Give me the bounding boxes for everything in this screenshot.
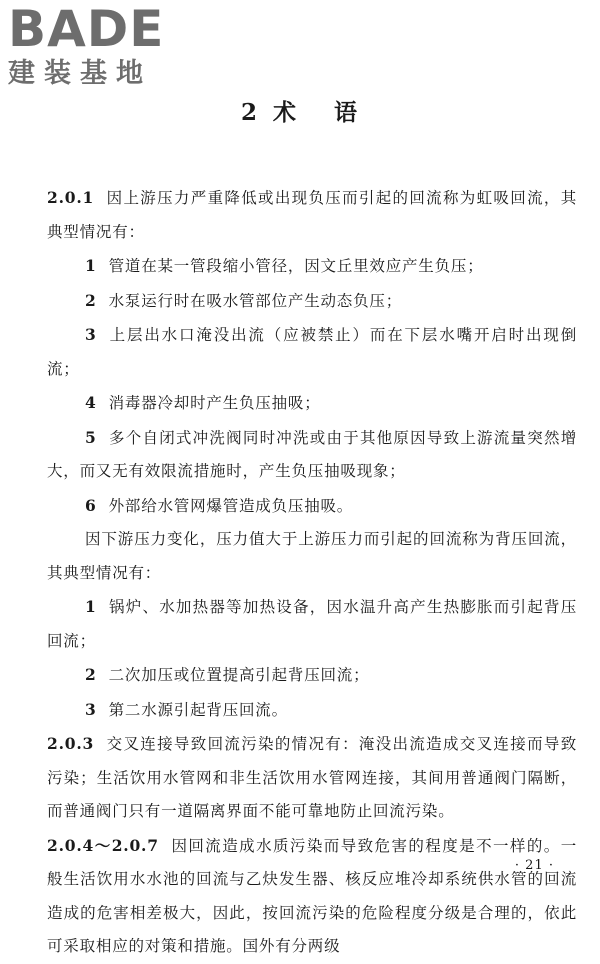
list-item: 3 上层出水口淹没出流（应被禁止）而在下层水嘴开启时出现倒流； — [47, 325, 577, 378]
list-item: 6 外部给水管网爆管造成负压抽吸。 — [85, 495, 354, 515]
section-text: 交叉连接导致回流污染的情况有：淹没出流造成交叉连接而导致污染；生活饮用水管网和非生活饮用水管网连接，其间用普通阀门隔断，而普通阀门只有一道隔离界面不能可靠地防止回流污染。 — [47, 735, 577, 820]
logo-text-en: BADE — [8, 0, 165, 58]
chapter-number: 2 — [240, 99, 259, 126]
section-number: 2.0.3 — [47, 734, 95, 753]
list-item: 2 水泵运行时在吸水管部位产生动态负压； — [85, 290, 402, 310]
chapter-title-word2: 语 — [334, 99, 359, 126]
section-2-0-1-intro — [47, 181, 577, 249]
list-item: 2 二次加压或位置提高引起背压回流； — [85, 665, 370, 684]
section-text: 因回流造成水质污染而导致危害的程度是不一样的。一般生活饮用水水池的回流与乙炔发生器、核反应堆冷却系统供水管的回流造成的危害相差极大，因此，按回流污染的危险程度分级是合理的，依此可采取相应的对策和措施。国外有分两级 — [47, 836, 577, 955]
bade-logo — [8, 0, 178, 92]
list-item: 1 锅炉、水加热器等加热设备，因水温升高产生热膨胀而引起背压回流； — [47, 597, 577, 650]
chapter-title-word1: 术 — [273, 99, 298, 126]
logo-text-cn: 建装基地 — [8, 58, 152, 89]
page-number: · 21 · — [514, 858, 554, 873]
list-item: 5 多个自闭式冲洗阀同时冲洗或由于其他原因导致上游流量突然增大，而又无有效限流措施时，产生负压抽吸现象； — [47, 427, 577, 480]
backpressure-paragraph: 因下游压力变化，压力值大于上游压力而引起的回流称为背压回流，其典型情况有： — [47, 530, 577, 582]
list-item: 1 管道在某一管段缩小管径，因文丘里效应产生负压； — [85, 256, 484, 275]
section-2-0-4 — [47, 829, 577, 964]
chapter-title — [0, 98, 600, 128]
list-item: 3 第二水源引起背压回流。 — [85, 699, 288, 719]
document-body — [47, 181, 577, 964]
list-item: 4 消毒器冷却时产生负压抽吸； — [85, 393, 321, 412]
section-2-0-3 — [47, 727, 577, 829]
section-number: 2.0.4～2.0.7 — [47, 835, 159, 855]
section-number: 2.0.1 — [47, 188, 95, 207]
section-text: 因上游压力严重降低或出现负压而引起的回流称为虹吸回流，其典型情况有： — [47, 189, 577, 241]
